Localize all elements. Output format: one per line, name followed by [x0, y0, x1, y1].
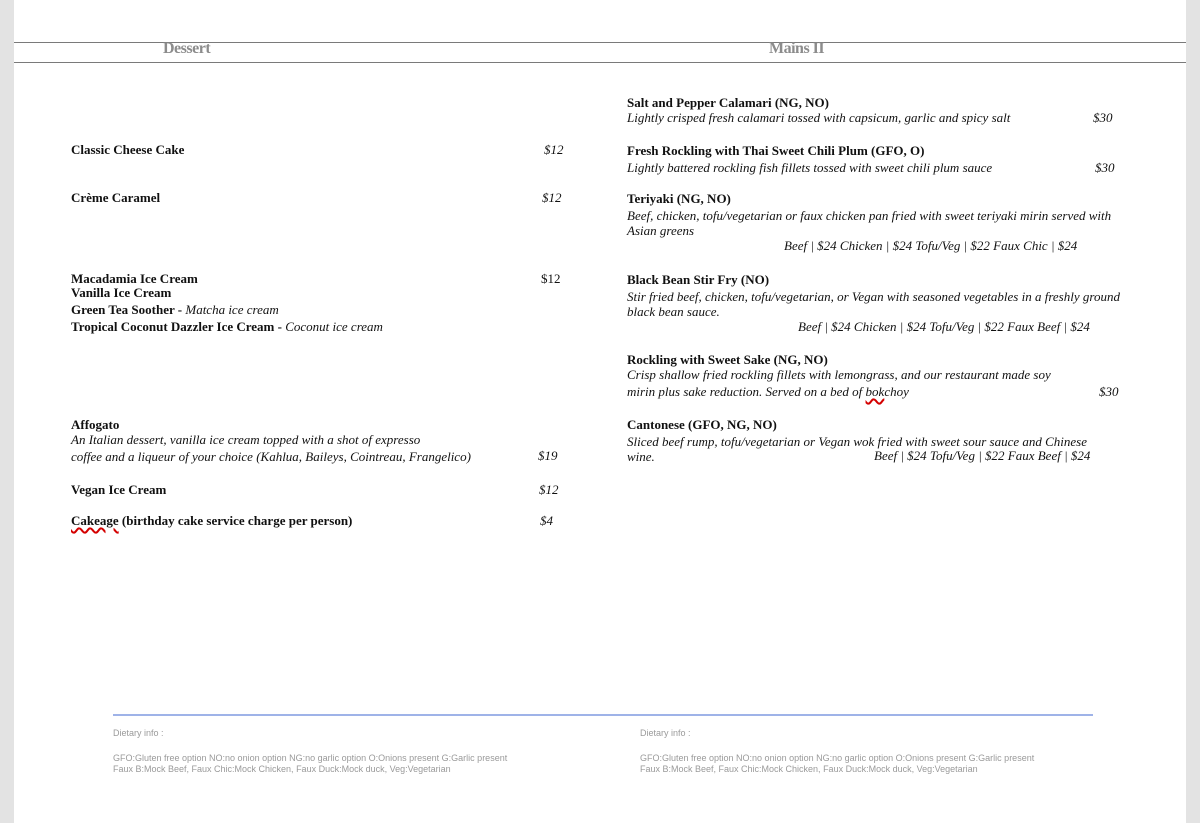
cheesecake-price: $12 — [544, 142, 564, 157]
black-bean-desc: Stir fried beef, chicken, tofu/vegetarian, or Vegan with seasoned vegetables in a freshly ground black bean sauce. — [627, 289, 1120, 319]
teriyaki-desc: Beef, chicken, tofu/vegetarian or faux chicken pan fried with sweet teriyaki mirin served with Asian greens — [627, 208, 1112, 238]
green-tea-item — [71, 302, 383, 317]
affogato-desc-line1: An Italian dessert, vanilla ice cream topped with a shot of expresso — [71, 432, 421, 447]
caramel-item — [71, 190, 160, 205]
ice-cream-group — [71, 271, 383, 334]
cantonese-desc-line2: wine. — [627, 449, 655, 464]
cantonese-name: Cantonese (GFO, NG, NO) — [627, 417, 777, 432]
footer-left-line2: Faux B:Mock Beef, Faux Chic:Mock Chicken, Faux Duck:Mock duck, Veg:Vegetarian — [113, 764, 451, 774]
teriyaki-item — [627, 191, 1127, 238]
caramel-price: $12 — [542, 190, 562, 205]
vanilla-name: Vanilla Ice Cream — [71, 285, 172, 300]
cantonese-desc-line1: Sliced beef rump, tofu/vegetarian or Vegan wok fried with sweet sour sauce and Chinese — [627, 434, 1087, 449]
cantonese-options: Beef | $24 Tofu/Veg | $22 Faux Beef | $24 — [874, 448, 1091, 463]
black-bean-name: Black Bean Stir Fry (NO) — [627, 272, 770, 287]
rockling-sake-desc-line2 — [627, 384, 1051, 399]
cakeage-word: Cakeage — [71, 513, 119, 528]
cheesecake-item — [71, 142, 184, 157]
document-page — [14, 0, 1186, 823]
cakeage-name — [71, 513, 352, 528]
rockling-thai-item — [627, 143, 992, 175]
calamari-price: $30 — [1093, 110, 1113, 125]
footer-left-title: Dietary info : — [113, 728, 164, 738]
tropical-desc: Coconut ice cream — [285, 319, 383, 334]
cheesecake-name: Classic Cheese Cake — [71, 142, 185, 157]
affogato-name: Affogato — [71, 417, 120, 432]
mains-heading: Mains II — [769, 40, 825, 57]
rockling-sake-item — [627, 352, 1051, 399]
teriyaki-options: Beef | $24 Chicken | $24 Tofu/Veg | $22 Faux Chic | $24 — [784, 238, 1078, 253]
calamari-desc: Lightly crisped fresh calamari tossed with capsicum, garlic and spicy salt — [627, 110, 1011, 125]
cakeage-price: $4 — [540, 513, 553, 528]
footer-right-line1: GFO:Gluten free option NO:no onion option NG:no garlic option O:Onions present G:Garlic present — [640, 753, 1035, 763]
vegan-name: Vegan Ice Cream — [71, 482, 167, 497]
vegan-price: $12 — [539, 482, 559, 497]
calamari-name: Salt and Pepper Calamari (NG, NO) — [627, 95, 829, 110]
affogato-desc-line2: coffee and a liqueur of your choice (Kahlua, Baileys, Cointreau, Frangelico) — [71, 449, 471, 464]
black-bean-options: Beef | $24 Chicken | $24 Tofu/Veg | $22 Faux Beef | $24 — [798, 319, 1090, 334]
black-bean-item — [627, 272, 1125, 319]
rockling-sake-desc-c: choy — [884, 384, 909, 399]
teriyaki-name: Teriyaki (NG, NO) — [627, 191, 731, 206]
vegan-item — [71, 482, 166, 497]
ice-cream-price: $12 — [541, 271, 561, 286]
green-tea-desc: Matcha ice cream — [185, 302, 279, 317]
footer-right-title: Dietary info : — [640, 728, 691, 738]
rockling-sake-name: Rockling with Sweet Sake (NG, NO) — [627, 352, 828, 367]
footer-left-line1: GFO:Gluten free option NO:no onion option NG:no garlic option O:Onions present G:Garlic present — [113, 753, 508, 763]
affogato-price: $19 — [538, 448, 558, 463]
rockling-sake-price: $30 — [1099, 384, 1119, 399]
calamari-item — [627, 95, 1010, 125]
caramel-name: Crème Caramel — [71, 190, 161, 205]
rockling-thai-name: Fresh Rockling with Thai Sweet Chili Plum (GFO, O) — [627, 143, 925, 158]
rockling-thai-price: $30 — [1095, 160, 1115, 175]
affogato-item — [71, 417, 531, 464]
cakeage-item — [71, 513, 352, 528]
macadamia-name: Macadamia Ice Cream — [71, 271, 198, 286]
header-bottom-rule — [14, 62, 1186, 63]
tropical-name: Tropical Coconut Dazzler Ice Cream - — [71, 319, 286, 334]
rockling-thai-desc: Lightly battered rockling fish fillets tossed with sweet chili plum sauce — [627, 160, 993, 175]
rockling-sake-desc-line1: Crisp shallow fried rockling fillets with lemongrass, and our restaurant made soy — [627, 367, 1051, 382]
tropical-item — [71, 319, 383, 334]
footer-rule — [113, 714, 1093, 716]
green-tea-name: Green Tea Soother - — [71, 302, 186, 317]
rockling-sake-desc-a: mirin plus sake reduction. Served on a bed of — [627, 384, 866, 399]
dessert-heading: Dessert — [163, 40, 211, 57]
cakeage-rest: (birthday cake service charge per person) — [118, 513, 353, 528]
rockling-sake-desc-bok: bok — [865, 384, 885, 399]
footer-right-line2: Faux B:Mock Beef, Faux Chic:Mock Chicken, Faux Duck:Mock duck, Veg:Vegetarian — [640, 764, 978, 774]
